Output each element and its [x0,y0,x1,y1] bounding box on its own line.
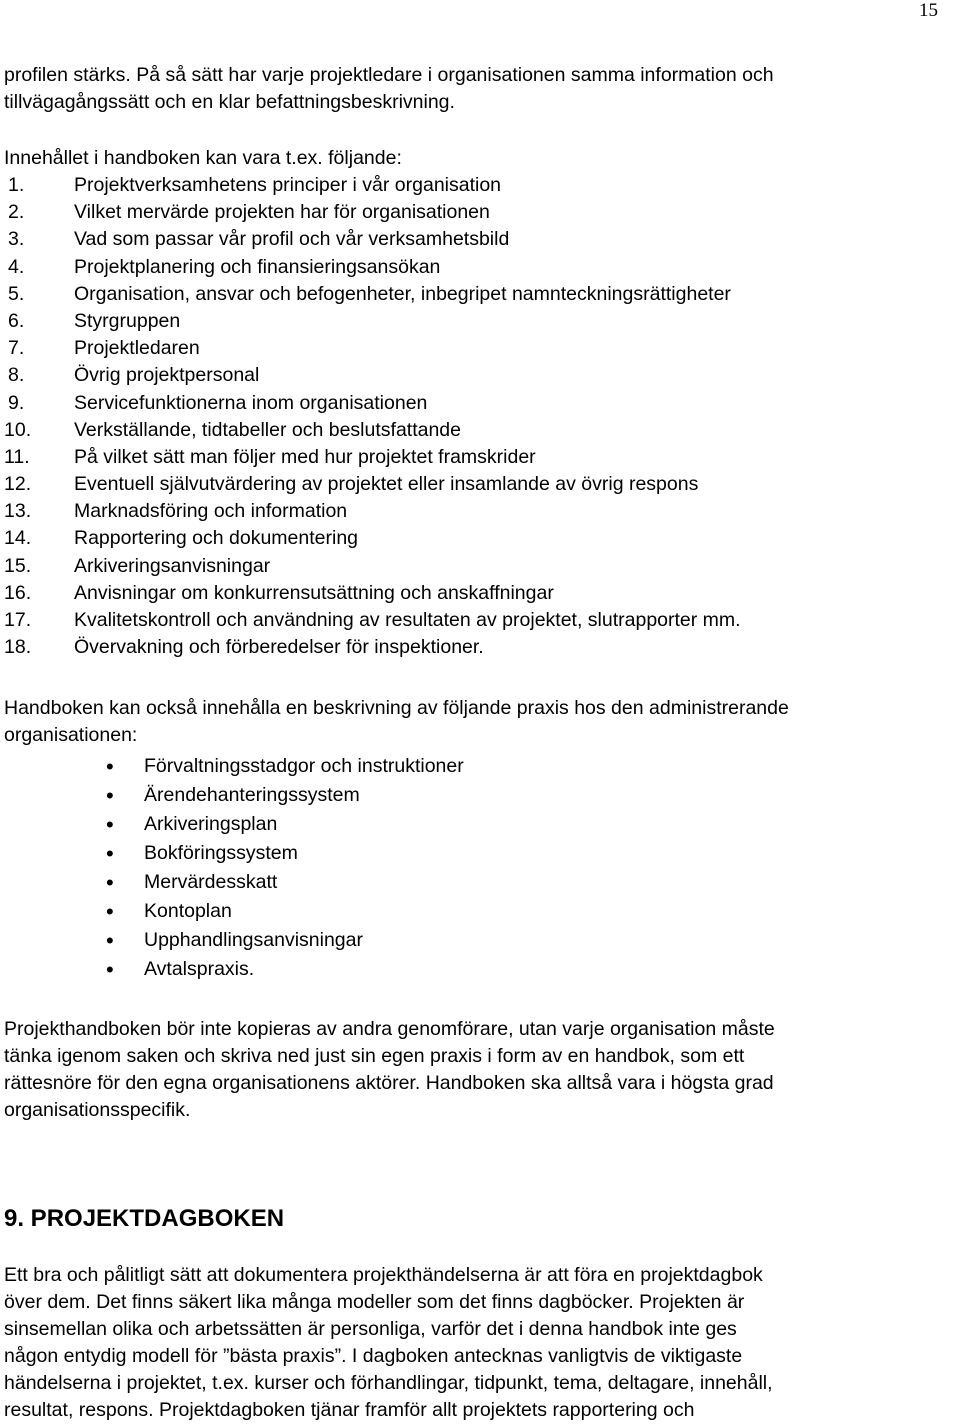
text-line: organisationen: [4,724,138,747]
list-item [4,580,944,607]
section-heading: 9. PROJEKTDAGBOKEN [4,1205,285,1233]
item-number: 10. [4,418,32,441]
item-text: Servicefunktionerna inom organisationen [74,391,428,414]
item-text: Vilket mervärde projekten har för organisationen [74,201,490,224]
handbook-contents-list [4,172,944,661]
list-item [4,281,944,308]
list-item [4,444,944,471]
list-item [4,254,944,281]
item-text: Mervärdesskatt [144,871,278,894]
item-text: Förvaltningsstadgor och instruktioner [144,755,464,778]
list-item [4,634,944,661]
item-number: 2. [8,201,25,224]
item-number: 7. [8,337,25,360]
item-text: Projektledaren [74,337,200,360]
list-item [4,926,944,955]
closing-paragraph [4,1016,944,1124]
list-item [4,498,944,525]
list-item [4,752,944,781]
bullet-icon: • [106,899,114,925]
practice-intro [4,695,944,749]
item-text: Projektverksamhetens principer i vår organisation [74,174,502,196]
bullet-icon: • [106,783,114,809]
item-number: 14. [4,527,32,550]
item-text: Projektplanering och finansieringsansökan [74,255,441,278]
item-number: 9. [8,391,25,414]
item-number: 17. [4,609,32,631]
list-item [4,335,944,362]
bullet-icon: • [106,841,114,867]
item-number: 1. [8,174,25,196]
text-line: tänka igenom saken och skriva ned just sin egen praxis i form av en handbok, som ett [4,1045,745,1068]
section-paragraph [4,1262,944,1424]
item-text: Anvisningar om konkurrensutsättning och anskaffningar [74,581,554,604]
item-text: På vilket sätt man följer med hur projektet framskrider [74,445,536,468]
item-number: 6. [8,309,25,332]
text-line: tillvägagångssätt och en klar befattningsbeskrivning. [4,91,455,113]
list-item [4,417,944,444]
text-line: profilen stärks. På så sätt har varje projektledare i organisationen samma information och [4,64,774,86]
bullet-icon: • [106,928,114,954]
page-number: 15 [919,0,938,21]
text-line: sinsemellan olika och arbetssätten är personliga, varför det i denna handbok inte ges [4,1318,737,1341]
bullet-icon: • [106,754,114,780]
item-text: Avtalspraxis. [144,958,255,981]
list-item [4,553,944,580]
text-line: Handboken kan också innehålla en beskrivning av följande praxis hos den administrerande [4,697,789,720]
list-item [4,839,944,868]
item-number: 3. [8,228,25,251]
list-item [4,172,944,199]
item-number: 11. [4,445,30,468]
item-text: Kontoplan [144,900,232,923]
item-number: 8. [8,364,25,387]
item-text: Rapportering och dokumentering [74,527,359,550]
bullet-icon: • [106,812,114,838]
text-line: händelserna i projektet, t.ex. kurser och förhandlingar, tidpunkt, tema, deltagare, innehåll, [4,1372,773,1395]
list-item [4,607,944,634]
bullet-icon: • [106,870,114,896]
item-text: Bokföringssystem [144,842,298,865]
list-item [4,955,944,984]
list-item [4,525,944,552]
list-item [4,781,944,810]
text-line: någon entydig modell för ”bästa praxis”. I dagboken antecknas vanligtvis de viktigaste [4,1345,743,1368]
intro-paragraph [4,62,944,116]
item-text: Eventuell självutvärdering av projektet eller insamlande av övrig respons [74,473,699,496]
item-number: 4. [8,255,25,278]
list-item [4,362,944,389]
item-text: Styrgruppen [74,309,181,332]
list-item [4,810,944,839]
item-text: Verkställande, tidtabeller och beslutsfattande [74,418,462,441]
list-item [4,199,944,226]
text-line: över dem. Det finns säkert lika många modeller som det finns dagböcker. Projekten är [4,1291,745,1314]
text-line: organisationsspecifik. [4,1099,191,1122]
list-item [4,390,944,417]
item-text: Marknadsföring och information [74,500,348,523]
list-item [4,226,944,253]
item-number: 18. [4,636,32,659]
item-number: 16. [4,581,32,604]
item-text: Arkiveringsanvisningar [74,554,271,577]
text-line: rättesnöre för den egna organisationens aktörer. Handboken ska alltså vara i högsta grad [4,1072,774,1095]
text-line: Ett bra och pålitligt sätt att dokumentera projekthändelserna är att föra en projektdagbok [4,1264,763,1287]
bullet-icon: • [106,957,114,983]
item-text: Övervakning och förberedelser för inspektioner. [74,636,484,659]
item-text: Arkiveringsplan [144,813,278,836]
item-text: Upphandlingsanvisningar [144,929,363,952]
practice-list [4,752,944,984]
item-number: 13. [4,500,32,523]
list-item [4,471,944,498]
item-text: Ärendehanteringssystem [144,784,360,807]
item-text: Vad som passar vår profil och vår verksamhetsbild [74,228,510,251]
item-text: Kvalitetskontroll och användning av resultaten av projektet, slutrapporter mm. [74,609,741,631]
item-number: 5. [8,282,25,305]
list-item [4,308,944,335]
list-item [4,897,944,926]
list-item [4,868,944,897]
text-line: resultat, respons. Projektdagboken tjänar framför allt projektets rapportering och [4,1399,695,1422]
text-line: Projekthandboken bör inte kopieras av andra genomförare, utan varje organisation måste [4,1018,775,1041]
item-text: Organisation, ansvar och befogenheter, inbegripet namnteckningsrättigheter [74,282,731,305]
item-number: 12. [4,473,32,496]
item-number: 15. [4,554,32,577]
handbook-intro: Innehållet i handboken kan vara t.ex. följande: [4,147,402,169]
document-body [4,62,944,1424]
item-text: Övrig projektpersonal [74,364,260,387]
